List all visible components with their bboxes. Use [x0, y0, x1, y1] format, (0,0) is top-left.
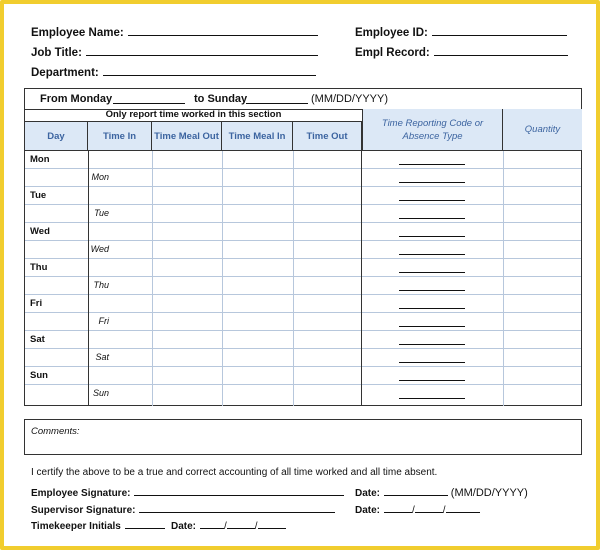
- job-title-label: Job Title:: [31, 47, 82, 59]
- table-row[interactable]: [25, 151, 581, 169]
- table-row[interactable]: [25, 259, 581, 277]
- col-quantity: Quantity: [503, 109, 582, 151]
- date-label-2: Date:: [355, 505, 381, 516]
- day-label: Wed: [30, 226, 50, 237]
- reporting-code-input[interactable]: [399, 254, 465, 255]
- employee-name-label: Employee Name:: [31, 27, 124, 39]
- timekeeper-date-field[interactable]: Date: / /: [171, 518, 286, 532]
- day-label: Sun: [30, 370, 48, 381]
- table-row[interactable]: [25, 367, 581, 385]
- reporting-code-input[interactable]: [399, 398, 465, 399]
- reporting-code-input[interactable]: [399, 218, 465, 219]
- day-label: Mon: [30, 154, 50, 165]
- table-row[interactable]: [25, 169, 581, 187]
- week-date-format: (MM/DD/YYYY): [311, 93, 388, 105]
- reporting-code-input[interactable]: [399, 380, 465, 381]
- employee-signature-field[interactable]: [31, 485, 344, 499]
- reporting-code-input[interactable]: [399, 182, 465, 183]
- timesheet-table: [24, 88, 582, 406]
- comments-box[interactable]: [24, 419, 582, 455]
- reporting-code-input[interactable]: [399, 326, 465, 327]
- empl-record-field[interactable]: [355, 45, 568, 59]
- table-row[interactable]: [25, 331, 581, 349]
- reporting-code-input[interactable]: [399, 308, 465, 309]
- empl-record-label: Empl Record:: [355, 47, 430, 59]
- col-time-meal-out: Time Meal Out: [152, 122, 222, 151]
- comments-label: Comments:: [31, 426, 80, 437]
- table-row[interactable]: [25, 205, 581, 223]
- employee-date-field[interactable]: [355, 485, 528, 499]
- col-time-meal-in: Time Meal In: [222, 122, 293, 151]
- col-divider: [361, 151, 362, 406]
- table-row[interactable]: [25, 187, 581, 205]
- table-row[interactable]: [25, 223, 581, 241]
- col-divider: [88, 151, 89, 406]
- employee-signature-label: Employee Signature:: [31, 488, 131, 499]
- day-label: Thu: [30, 262, 48, 273]
- date-label-3: Date:: [171, 521, 197, 532]
- day-sublabel: Wed: [90, 244, 109, 254]
- only-report-note: Only report time worked in this section: [25, 109, 362, 122]
- col-divider: [222, 151, 223, 406]
- to-sunday-input[interactable]: [246, 92, 308, 104]
- col-time-out: Time Out: [293, 122, 362, 151]
- table-row[interactable]: [25, 295, 581, 313]
- from-monday-input[interactable]: [113, 92, 185, 104]
- employee-name-field[interactable]: [31, 25, 318, 39]
- day-label: Tue: [30, 190, 47, 201]
- day-sublabel: Thu: [93, 280, 109, 290]
- employee-id-label: Employee ID:: [355, 27, 428, 39]
- timekeeper-initials-field[interactable]: [31, 518, 165, 532]
- table-row[interactable]: [25, 277, 581, 295]
- supervisor-signature-field[interactable]: [31, 502, 335, 516]
- supervisor-signature-label: Supervisor Signature:: [31, 505, 136, 516]
- reporting-code-input[interactable]: [399, 362, 465, 363]
- timekeeper-initials-label: Timekeeper Initials: [31, 521, 121, 532]
- day-sublabel: Sat: [95, 352, 109, 362]
- table-row[interactable]: [25, 349, 581, 367]
- week-range-row: [25, 89, 581, 110]
- reporting-code-input[interactable]: [399, 290, 465, 291]
- day-sublabel: Sun: [92, 388, 109, 398]
- date-label-1: Date:: [355, 488, 381, 499]
- day-label: Fri: [30, 298, 43, 309]
- reporting-code-input[interactable]: [399, 344, 465, 345]
- table-row[interactable]: [25, 313, 581, 331]
- col-divider: [293, 151, 294, 406]
- to-sunday-label: to Sunday: [194, 93, 248, 105]
- supervisor-date-field[interactable]: Date: / /: [355, 502, 480, 516]
- from-monday-label: From Monday: [40, 93, 113, 105]
- day-label: Sat: [30, 334, 45, 345]
- col-divider: [152, 151, 153, 406]
- day-sublabel: Tue: [94, 208, 109, 218]
- certify-statement: I certify the above to be a true and correct accounting of all time worked and all time absent.: [31, 467, 438, 478]
- reporting-code-input[interactable]: [399, 200, 465, 201]
- department-label: Department:: [31, 67, 99, 79]
- reporting-code-input[interactable]: [399, 236, 465, 237]
- reporting-code-input[interactable]: [399, 164, 465, 165]
- col-day: Day: [25, 122, 88, 151]
- col-reporting-code: Time Reporting Code or Absence Type: [362, 109, 503, 151]
- reporting-code-input[interactable]: [399, 272, 465, 273]
- col-time-in: Time In: [88, 122, 152, 151]
- table-row[interactable]: [25, 241, 581, 259]
- department-field[interactable]: [31, 65, 316, 79]
- day-sublabel: Mon: [91, 172, 109, 182]
- job-title-field[interactable]: [31, 45, 318, 59]
- employee-id-field[interactable]: [355, 25, 567, 39]
- col-divider: [503, 151, 504, 406]
- table-row[interactable]: [25, 385, 581, 403]
- footer-date-format: (MM/DD/YYYY): [450, 487, 528, 499]
- day-sublabel: Fri: [98, 316, 109, 326]
